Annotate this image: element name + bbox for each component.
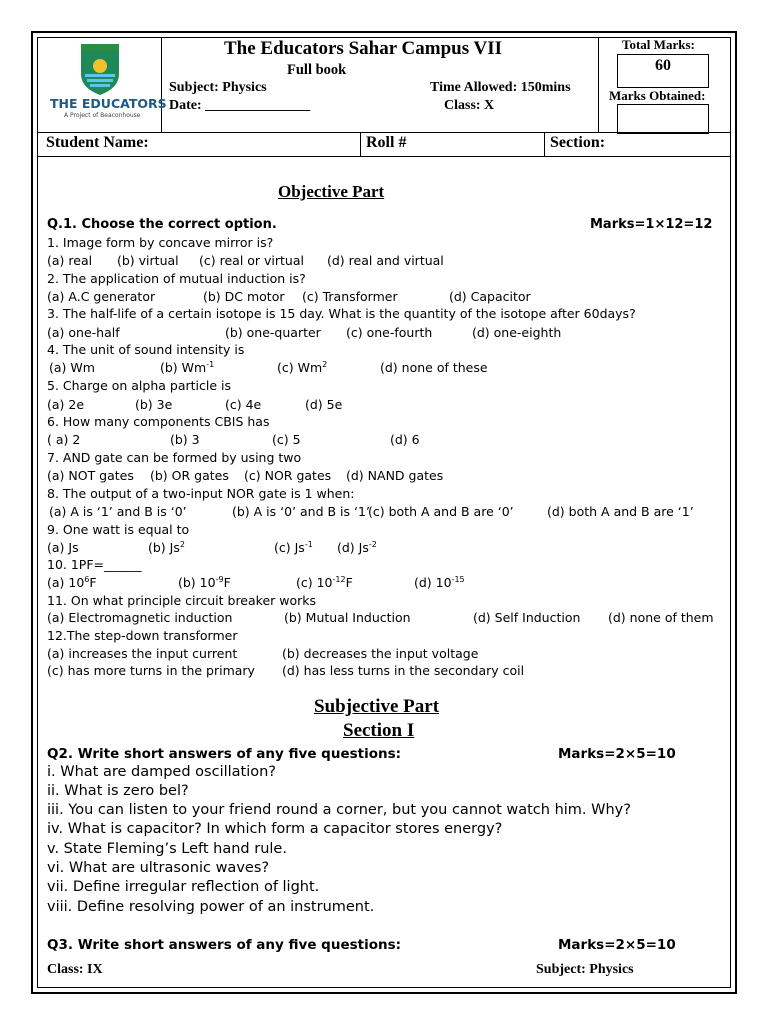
mcq-question-9: 9. One watt is equal to bbox=[47, 522, 190, 537]
class-label: Class: X bbox=[444, 98, 495, 113]
footer-class: Class: IX bbox=[47, 962, 103, 977]
mcq-option: (b) A is ‘0’ and B is ‘1’ bbox=[232, 504, 370, 519]
q1-heading: Q.1. Choose the correct option. bbox=[47, 217, 277, 232]
mcq-option: (d) Capacitor bbox=[449, 289, 531, 304]
mcq-question-8: 8. The output of a two-input NOR gate is 1 when: bbox=[47, 486, 355, 501]
mcq-option: (b) decreases the input voltage bbox=[282, 646, 479, 661]
mcq-option: (b) virtual bbox=[117, 253, 179, 268]
mcq-option: (c) Transformer bbox=[302, 289, 398, 304]
logo-emblem-icon bbox=[44, 42, 156, 98]
marks-obtained-label: Marks Obtained: bbox=[609, 88, 706, 103]
mcq-question-6: 6. How many components CBIS has bbox=[47, 414, 270, 429]
mcq-option: (b) 3e bbox=[135, 397, 173, 412]
mcq-option: (d) Self Induction bbox=[473, 610, 581, 625]
mcq-option: (b) DC motor bbox=[203, 289, 285, 304]
mcq-option: (a) A is ‘1’ and B is ‘0’ bbox=[49, 504, 187, 519]
total-marks-value: 60 bbox=[655, 57, 671, 74]
mcq-option: (d) real and virtual bbox=[327, 253, 444, 268]
mcq-option: (a) 2e bbox=[47, 397, 85, 412]
mcq-question-11: 11. On what principle circuit breaker works bbox=[47, 593, 317, 608]
logo-text: THE EDUCATORS bbox=[50, 96, 167, 111]
mcq-option: (d) $10^{-15}$ bbox=[414, 575, 465, 590]
mcq-option: (d) 5e bbox=[305, 397, 343, 412]
mcq-option: (b) $Wm^{-1}$ bbox=[160, 360, 215, 375]
logo-subtext: A Project of Beaconhouse bbox=[64, 112, 141, 119]
roll-divider bbox=[360, 132, 361, 156]
short-question: vii. Define irregular reflection of light. bbox=[47, 879, 320, 895]
short-question: iii. You can listen to your friend round a corner, but you cannot watch him. Why? bbox=[47, 802, 631, 818]
mcq-question-4: 4. The unit of sound intensity is bbox=[47, 342, 245, 357]
mcq-option: (a) NOT gates bbox=[47, 468, 134, 483]
mcq-question-3: 3. The half-life of a certain isotope is 15 day. What is the quantity of the isotope after 60days? bbox=[47, 306, 636, 321]
q3-marks: Marks=2×5=10 bbox=[558, 937, 676, 953]
logo-divider bbox=[161, 37, 162, 132]
full-book-label: Full book bbox=[287, 62, 347, 78]
mcq-option: (a) Js bbox=[47, 540, 79, 555]
mcq-option: (c) Wm$^2$ bbox=[277, 360, 328, 375]
mcq-option: (d) has less turns in the secondary coil bbox=[282, 663, 525, 678]
q1-marks: Marks=1×12=12 bbox=[590, 217, 713, 232]
school-logo bbox=[44, 42, 167, 122]
mcq-option: (d) both A and B are ‘1’ bbox=[547, 504, 694, 519]
mcq-question-10: 10. 1PF=______ bbox=[47, 557, 142, 572]
mcq-option: (a) real bbox=[47, 253, 93, 268]
mcq-option: (c) $10^{-12}F$ bbox=[296, 575, 353, 590]
student-row-divider bbox=[37, 156, 731, 157]
q2-marks: Marks=2×5=10 bbox=[558, 746, 676, 762]
mcq-option: (c) $Js^{-1}$ bbox=[274, 540, 313, 555]
mcq-option: (d) none of these bbox=[380, 360, 488, 375]
mcq-question-7: 7. AND gate can be formed by using two bbox=[47, 450, 302, 465]
mcq-option: (a) Wm bbox=[49, 360, 95, 375]
short-question: i. What are damped oscillation? bbox=[47, 764, 277, 780]
mcq-question-5: 5. Charge on alpha particle is bbox=[47, 378, 231, 393]
section-label: Section: bbox=[550, 134, 606, 151]
total-marks-label: Total Marks: bbox=[622, 37, 695, 52]
short-question: iv. What is capacitor? In which form a capacitor stores energy? bbox=[47, 821, 503, 837]
total-marks-box bbox=[617, 54, 709, 88]
mcq-question-12: 12.The step-down transformer bbox=[47, 628, 238, 643]
q2-heading: Q2. Write short answers of any five questions: bbox=[47, 746, 402, 762]
mcq-option: (a) Electromagnetic induction bbox=[47, 610, 233, 625]
mcq-option: (d) 6 bbox=[390, 432, 420, 447]
mcq-option: (b) Js$^2$ bbox=[148, 540, 185, 555]
objective-part-title: Objective Part bbox=[278, 182, 385, 201]
mcq-option: (b) one-quarter bbox=[225, 325, 321, 340]
footer-subject: Subject: Physics bbox=[536, 962, 634, 977]
subject-label: Subject: Physics bbox=[169, 80, 267, 95]
mcq-option: (b) $10^{-9}F$ bbox=[178, 575, 231, 590]
time-allowed: Time Allowed: 150mins bbox=[430, 80, 571, 95]
mcq-option: (d) one-eighth bbox=[472, 325, 562, 340]
mcq-option: (d) $Js^{-2}$ bbox=[337, 540, 377, 555]
mcq-option: (a) increases the input current bbox=[47, 646, 238, 661]
mcq-option: (b) Mutual Induction bbox=[284, 610, 411, 625]
school-name: The Educators Sahar Campus VII bbox=[224, 38, 503, 59]
section-divider bbox=[544, 132, 545, 156]
mcq-option: (c) one-fourth bbox=[346, 325, 433, 340]
short-question: viii. Define resolving power of an instrument. bbox=[47, 899, 375, 915]
mcq-option: (c) both A and B are ‘0’ bbox=[368, 504, 514, 519]
short-question: ii. What is zero bel? bbox=[47, 783, 189, 799]
mcq-option: (b) 3 bbox=[170, 432, 200, 447]
mcq-option: (d) none of them bbox=[608, 610, 714, 625]
short-question: v. State Fleming’s Left hand rule. bbox=[47, 841, 287, 857]
mcq-option: (b) OR gates bbox=[150, 468, 229, 483]
mcq-option: (c) 5 bbox=[272, 432, 301, 447]
mcq-question-1: 1. Image form by concave mirror is? bbox=[47, 235, 274, 250]
mcq-option: (d) NAND gates bbox=[346, 468, 444, 483]
mcq-option: (c) 4e bbox=[225, 397, 262, 412]
q3-heading: Q3. Write short answers of any five questions: bbox=[47, 937, 402, 953]
mcq-option: (a) one-half bbox=[47, 325, 120, 340]
date-field[interactable]: Date: _______________ bbox=[169, 98, 311, 113]
marks-obtained-box[interactable] bbox=[617, 104, 709, 134]
student-name-label: Student Name: bbox=[46, 134, 149, 151]
mcq-option: (c) has more turns in the primary bbox=[47, 663, 255, 678]
mcq-option: (c) NOR gates bbox=[244, 468, 332, 483]
mcq-option: (a) A.C generator bbox=[47, 289, 156, 304]
subjective-part-title: Subjective Part bbox=[314, 696, 440, 717]
short-question: vi. What are ultrasonic waves? bbox=[47, 860, 270, 876]
mcq-question-2: 2. The application of mutual induction is? bbox=[47, 271, 306, 286]
marks-divider bbox=[598, 37, 599, 132]
mcq-option: ( a) 2 bbox=[47, 432, 81, 447]
section-one-title: Section I bbox=[343, 720, 415, 741]
roll-number-label: Roll # bbox=[366, 134, 407, 151]
mcq-option: (c) real or virtual bbox=[199, 253, 304, 268]
mcq-option: (a) $10^6F$ bbox=[47, 575, 97, 590]
